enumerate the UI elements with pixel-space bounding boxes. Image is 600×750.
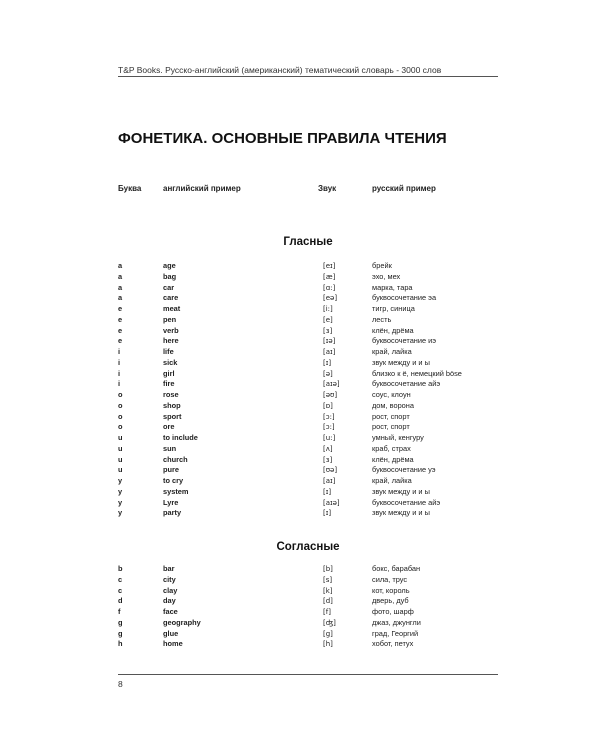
table-row — [118, 444, 498, 455]
russian-example-cell: краб, страх — [372, 443, 411, 453]
russian-example-cell: дом, ворона — [372, 400, 414, 410]
sound-cell: [ʊə] — [323, 466, 338, 475]
sound-cell: [ɪ] — [323, 358, 332, 367]
letter-cell: o — [118, 422, 123, 432]
letter-cell: g — [118, 617, 123, 627]
english-example-cell: party — [163, 508, 182, 518]
letter-cell: c — [118, 585, 123, 595]
sound-cell: [f] — [323, 608, 331, 616]
letter-cell: e — [118, 304, 123, 313]
sound-cell: [ɪ] — [323, 509, 332, 518]
letter-cell: y — [118, 486, 123, 496]
russian-example-cell: клён, дрёма — [372, 454, 414, 464]
table-row — [118, 564, 498, 575]
sound-cell: [ɪə] — [323, 337, 336, 346]
english-example-cell: shop — [163, 400, 181, 410]
table-row — [118, 347, 498, 358]
table-row — [118, 455, 498, 466]
english-example-cell: to include — [163, 433, 198, 442]
sound-cell: [æ] — [323, 272, 336, 281]
table-row — [118, 596, 498, 607]
sound-cell: [ʤ] — [323, 618, 336, 627]
sound-cell: [ɜ] — [323, 455, 333, 464]
english-example-cell: girl — [163, 368, 175, 378]
russian-example-cell: буквосочетание иэ — [372, 336, 437, 346]
english-example-cell: system — [163, 486, 189, 496]
letter-cell: o — [118, 400, 123, 410]
english-example-cell: sick — [163, 357, 178, 367]
table-row — [118, 575, 498, 586]
table-row — [118, 465, 498, 476]
english-example-cell: rose — [163, 390, 179, 399]
table-row — [118, 401, 498, 412]
table-row — [118, 379, 498, 390]
letter-cell: b — [118, 564, 123, 573]
sound-cell: [s] — [323, 575, 333, 584]
russian-example-cell: рост, спорт — [372, 411, 410, 421]
russian-example-cell: край, лайка — [372, 347, 412, 356]
russian-example-cell: край, лайка — [372, 476, 412, 485]
english-example-cell: car — [163, 282, 175, 292]
table-row — [118, 508, 498, 519]
english-example-cell: home — [163, 639, 183, 649]
english-example-cell: pure — [163, 465, 180, 475]
sound-cell: [e] — [323, 315, 333, 324]
header-rule — [118, 76, 498, 77]
sound-cell: [k] — [323, 586, 333, 595]
russian-example-cell: буквосочетание уэ — [372, 465, 436, 475]
sound-cell: [ɔ:] — [323, 423, 335, 432]
letter-cell: a — [118, 293, 123, 303]
sound-cell: [ɔ:] — [323, 412, 335, 421]
sound-cell: [u:] — [323, 434, 336, 442]
english-example-cell: life — [163, 347, 174, 356]
russian-example-cell: дверь, дуб — [372, 596, 409, 606]
english-example-cell: Lyre — [163, 497, 179, 507]
russian-example-cell: кот, король — [372, 585, 410, 595]
russian-example-cell: звук между и и ы — [372, 486, 430, 496]
column-header-english-example: английский пример — [163, 184, 241, 193]
letter-cell: o — [118, 411, 123, 421]
russian-example-cell: близко к ё, немецкий böse — [372, 368, 462, 378]
letter-cell: u — [118, 433, 123, 442]
letter-cell: i — [118, 357, 121, 367]
letter-cell: u — [118, 454, 123, 464]
english-example-cell: face — [163, 607, 178, 616]
russian-example-cell: хобот, петух — [372, 639, 414, 649]
russian-example-cell: эхо, мех — [372, 271, 401, 281]
english-example-cell: care — [163, 293, 179, 303]
english-example-cell: bar — [163, 564, 175, 573]
table-row — [118, 586, 498, 597]
letter-cell: i — [118, 347, 121, 356]
letter-cell: i — [118, 379, 121, 389]
sound-cell: [ɪ] — [323, 487, 332, 496]
footer-rule — [118, 674, 498, 675]
letter-cell: h — [118, 639, 123, 649]
sound-cell: [eə] — [323, 294, 338, 303]
russian-example-cell: буквосочетание айэ — [372, 497, 441, 507]
sound-cell: [d] — [323, 597, 333, 606]
russian-example-cell: звук между и и ы — [372, 357, 430, 367]
column-header-letter: Буква — [118, 184, 142, 193]
sound-cell: [aɪə] — [323, 498, 340, 507]
table-row — [118, 326, 498, 337]
table-row — [118, 293, 498, 304]
section-title-vowels: Гласные — [283, 236, 333, 248]
english-example-cell: clay — [163, 585, 178, 595]
sound-cell: [eɪ] — [323, 262, 336, 270]
english-example-cell: meat — [163, 304, 181, 313]
column-header-sound: Звук — [318, 184, 337, 193]
letter-cell: y — [118, 476, 123, 485]
english-example-cell: sport — [163, 411, 182, 421]
english-example-cell: church — [163, 454, 188, 464]
english-example-cell: here — [163, 336, 179, 346]
english-example-cell: day — [163, 596, 176, 606]
english-example-cell: geography — [163, 617, 201, 627]
table-row — [118, 369, 498, 380]
russian-example-cell: брейк — [372, 261, 392, 270]
letter-cell: a — [118, 282, 123, 292]
sound-cell: [h] — [323, 640, 333, 649]
sound-cell: [aɪ] — [323, 477, 336, 485]
letter-cell: u — [118, 465, 123, 475]
sound-cell: [ɜ] — [323, 326, 333, 335]
table-row — [118, 639, 498, 650]
russian-example-cell: бокс, барабан — [372, 564, 421, 573]
sound-cell: [əʊ] — [323, 391, 338, 399]
table-row — [118, 336, 498, 347]
letter-cell: e — [118, 314, 123, 324]
table-row — [118, 476, 498, 487]
column-header-russian-example: русский пример — [372, 184, 436, 193]
russian-example-cell: буквосочетание эа — [372, 293, 437, 303]
letter-cell: y — [118, 508, 123, 518]
english-example-cell: age — [163, 261, 176, 270]
letter-cell: c — [118, 574, 123, 584]
letter-cell: f — [118, 607, 121, 616]
table-row — [118, 315, 498, 326]
russian-example-cell: джаз, джунгли — [372, 617, 421, 627]
sound-cell: [ə] — [323, 369, 333, 378]
running-header: T&P Books. Русско-английский (американский) тематический словарь - 3000 слов — [118, 65, 442, 75]
english-example-cell: city — [163, 574, 176, 584]
english-example-cell: pen — [163, 314, 177, 324]
table-row — [118, 272, 498, 283]
column-headers — [118, 184, 498, 196]
english-example-cell: fire — [163, 379, 175, 389]
letter-cell: d — [118, 596, 123, 606]
russian-example-cell: град, Георгий — [372, 628, 419, 638]
vowels-list — [118, 261, 498, 519]
russian-example-cell: фото, шарф — [372, 607, 414, 616]
table-row — [118, 607, 498, 618]
table-row — [118, 487, 498, 498]
table-row — [118, 433, 498, 444]
sound-cell: [ɑ:] — [323, 283, 336, 292]
table-row — [118, 422, 498, 433]
letter-cell: a — [118, 261, 123, 270]
russian-example-cell: сила, трус — [372, 574, 408, 584]
sound-cell: [aɪə] — [323, 380, 340, 389]
letter-cell: e — [118, 336, 123, 346]
table-row — [118, 618, 498, 629]
english-example-cell: sun — [163, 443, 177, 453]
russian-example-cell: лесть — [372, 314, 392, 324]
russian-example-cell: соус, клоун — [372, 390, 411, 399]
table-row — [118, 498, 498, 509]
russian-example-cell: рост, спорт — [372, 422, 410, 432]
table-row — [118, 390, 498, 401]
letter-cell: e — [118, 325, 123, 335]
sound-cell: [i:] — [323, 305, 333, 313]
sound-cell: [ʌ] — [323, 444, 333, 453]
english-example-cell: to cry — [163, 476, 184, 485]
sound-cell: [aɪ] — [323, 348, 336, 356]
table-row — [118, 283, 498, 294]
english-example-cell: verb — [163, 325, 179, 335]
letter-cell: a — [118, 271, 123, 281]
section-title-consonants: Согласные — [276, 541, 340, 553]
letter-cell: y — [118, 497, 123, 507]
letter-cell: o — [118, 390, 123, 399]
russian-example-cell: звук между и и ы — [372, 508, 430, 518]
russian-example-cell: буквосочетание айэ — [372, 379, 441, 389]
russian-example-cell: марка, тара — [372, 282, 413, 292]
page-number: 8 — [118, 679, 123, 689]
russian-example-cell: тигр, синица — [372, 304, 415, 313]
page-title: ФОНЕТИКА. ОСНОВНЫЕ ПРАВИЛА ЧТЕНИЯ — [118, 130, 447, 147]
letter-cell: u — [118, 443, 123, 453]
table-row — [118, 412, 498, 423]
russian-example-cell: клён, дрёма — [372, 325, 414, 335]
english-example-cell: bag — [163, 271, 177, 281]
consonants-list — [118, 564, 498, 650]
english-example-cell: glue — [163, 628, 179, 638]
letter-cell: g — [118, 628, 123, 638]
sound-cell: [b] — [323, 565, 333, 573]
table-row — [118, 304, 498, 315]
table-row — [118, 261, 498, 272]
table-row — [118, 629, 498, 640]
sound-cell: [ɒ] — [323, 401, 333, 410]
sound-cell: [g] — [323, 629, 333, 638]
english-example-cell: ore — [163, 422, 175, 432]
letter-cell: i — [118, 368, 121, 378]
russian-example-cell: умный, кенгуру — [372, 433, 424, 442]
table-row — [118, 358, 498, 369]
